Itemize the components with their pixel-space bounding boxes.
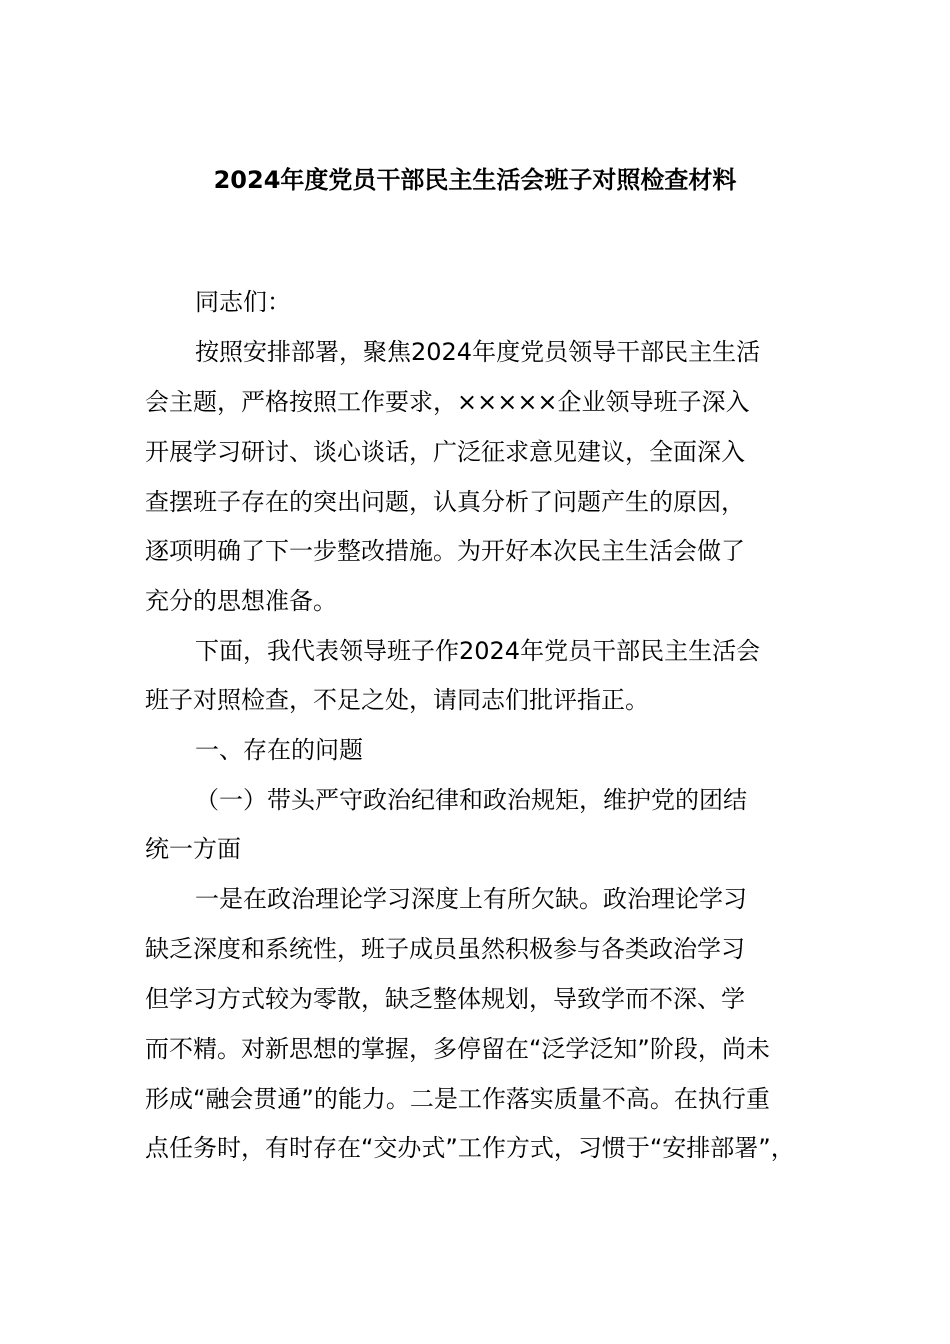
subsection-heading-line-1: （一）带头严守政治纪律和政治规矩，维护党的团结 (195, 786, 747, 814)
body-line-5: 逐项明确了下一步整改措施。为开好本次民主生活会做了 (145, 537, 745, 565)
body-line-15: 而不精。对新思想的掌握，多停留在“泛学泛知”阶段，尚未 (145, 1035, 770, 1063)
body-line-13: 缺乏深度和系统性，班子成员虽然积极参与各类政治学习 (145, 935, 745, 963)
body-line-7: 下面，我代表领导班子作2024年党员干部民主生活会 (195, 637, 761, 665)
body-line-1: 按照安排部署，聚焦2024年度党员领导干部民主生活 (195, 338, 761, 366)
body-line-8: 班子对照检查，不足之处，请同志们批评指正。 (145, 686, 649, 714)
document-title: 2024年度党员干部民主生活会班子对照检查材料 (213, 166, 737, 194)
body-line-14: 但学习方式较为零散，缺乏整体规划，导致学而不深、学 (145, 985, 745, 1013)
salutation: 同志们： (195, 288, 291, 316)
body-line-6: 充分的思想准备。 (145, 587, 337, 615)
subsection-heading-line-2: 统一方面 (145, 835, 241, 863)
body-line-12: 一是在政治理论学习深度上有所欠缺。政治理论学习 (195, 885, 747, 913)
body-line-4: 查摆班子存在的突出问题，认真分析了问题产生的原因， (145, 488, 745, 516)
body-line-17: 点任务时，有时存在“交办式”工作方式，习惯于“安排部署”， (145, 1134, 795, 1162)
body-line-16: 形成“融会贯通”的能力。二是工作落实质量不高。在执行重 (145, 1085, 770, 1113)
section-heading: 一、存在的问题 (195, 736, 363, 764)
body-line-2: 会主题，严格按照工作要求，×××××企业领导班子深入 (145, 388, 750, 416)
body-line-3: 开展学习研讨、谈心谈话，广泛征求意见建议，全面深入 (145, 438, 745, 466)
